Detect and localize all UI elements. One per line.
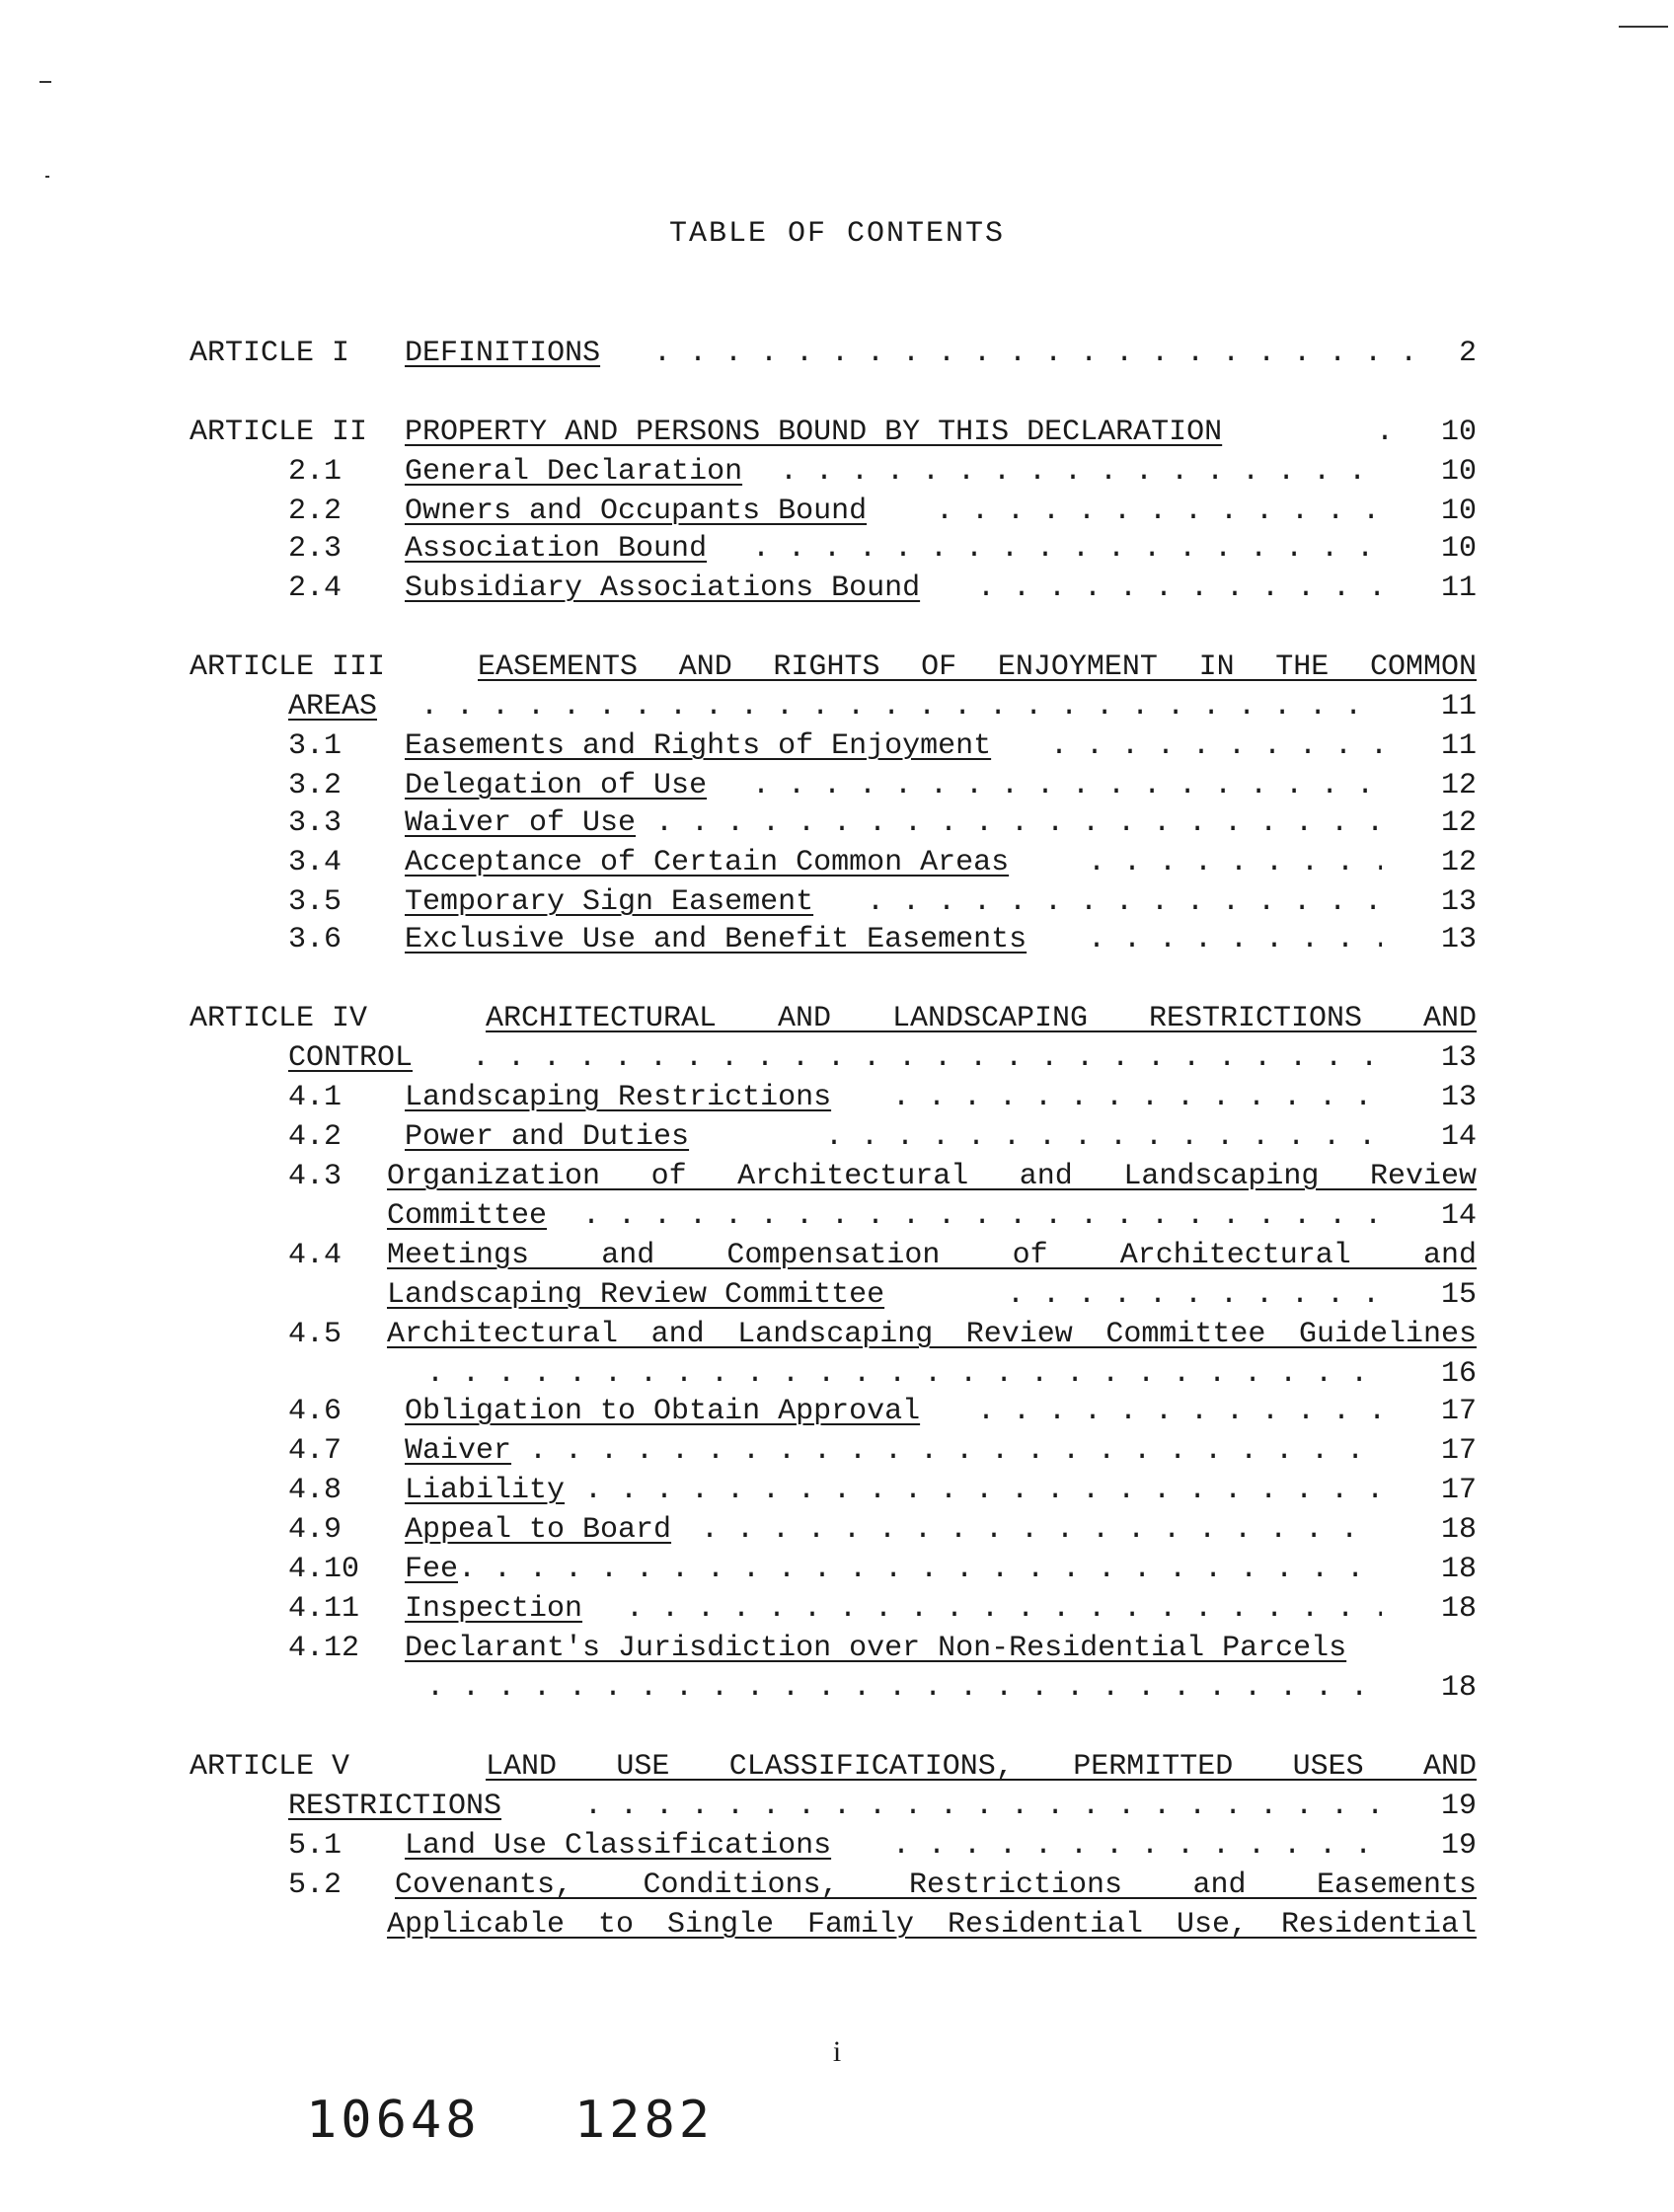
toc-entry-article-continued[interactable] <box>288 1038 1477 1078</box>
page-number: 12 <box>1440 769 1477 802</box>
toc-entry-section-continued[interactable] <box>387 1196 1477 1236</box>
section-number: 2.1 <box>288 455 342 489</box>
page-number: 18 <box>1440 1592 1477 1626</box>
leader-dots <box>825 1117 1382 1157</box>
leader-dots <box>584 1787 1382 1826</box>
toc-entry-article[interactable] <box>190 1747 1477 1787</box>
section-number: 4.11 <box>288 1592 360 1626</box>
leader-dots <box>892 1078 1382 1117</box>
leader-dots <box>752 766 1382 805</box>
toc-entry-section[interactable] <box>288 1629 1477 1668</box>
leader-dots <box>653 334 1423 373</box>
section-title: Power and Duties <box>405 1120 690 1154</box>
toc-entry-section[interactable] <box>288 1315 1477 1354</box>
leader-dots <box>584 1471 1382 1510</box>
page-number: 19 <box>1440 1790 1477 1823</box>
page-number: 14 <box>1440 1199 1477 1233</box>
section-number: 2.4 <box>288 572 342 605</box>
document-title: TABLE OF CONTENTS <box>668 217 1006 251</box>
toc-entry-section[interactable] <box>288 803 1477 843</box>
section-number: 5.2 <box>288 1869 342 1902</box>
section-title: Organization of Architectural and Landscaping Review <box>387 1160 1477 1193</box>
page-number: 10 <box>1440 495 1477 528</box>
section-number: 4.12 <box>288 1632 360 1665</box>
page-number: 13 <box>1440 923 1477 956</box>
page-number: 17 <box>1440 1474 1477 1507</box>
section-number: 2.2 <box>288 495 342 528</box>
leader-dots <box>977 1392 1382 1431</box>
page-number: 17 <box>1440 1395 1477 1428</box>
leader-dots <box>1007 1275 1382 1315</box>
toc-entry-section[interactable] <box>288 843 1477 882</box>
leader-dots <box>752 529 1382 569</box>
page-number: 17 <box>1440 1434 1477 1468</box>
section-title: Inspection <box>405 1592 583 1626</box>
toc-entry-article[interactable] <box>190 334 1477 373</box>
recording-stamp <box>306 2091 773 2150</box>
toc-entry-section[interactable] <box>288 882 1477 922</box>
section-title: Fee <box>405 1553 459 1586</box>
section-title: Obligation to Obtain Approval <box>405 1395 921 1428</box>
page-number: 11 <box>1440 572 1477 605</box>
leader-dots <box>867 882 1382 922</box>
section-title: Waiver <box>405 1434 512 1468</box>
section-title: Waiver of Use <box>405 806 637 840</box>
section-number: 4.9 <box>288 1513 342 1547</box>
toc-entry-section[interactable] <box>288 1392 1477 1431</box>
leader-dots <box>472 1038 1382 1078</box>
toc-entry-article-continued[interactable] <box>288 687 1477 726</box>
toc-entry-section[interactable] <box>288 1826 1477 1866</box>
toc-entry-section-continued[interactable] <box>387 1905 1477 1945</box>
section-title: Easements and Rights of Enjoyment <box>405 729 992 763</box>
toc-entry-section[interactable] <box>288 492 1477 531</box>
toc-entry-section[interactable] <box>288 1431 1477 1471</box>
toc-entry-article[interactable] <box>190 999 1477 1038</box>
page-number: 19 <box>1440 1829 1477 1863</box>
section-title: Appeal to Board <box>405 1513 672 1547</box>
page-number: 10 <box>1440 416 1477 449</box>
section-number: 4.1 <box>288 1081 342 1114</box>
section-title: Subsidiary Associations Bound <box>405 572 921 605</box>
section-title: Declarant's Jurisdiction over Non-Residential Parcels <box>405 1632 1347 1665</box>
page-number: 18 <box>1440 1671 1477 1705</box>
section-title: Meetings and Compensation of Architectural and <box>387 1239 1477 1272</box>
toc-entry-section[interactable] <box>288 1550 1477 1589</box>
page-number: 13 <box>1440 1081 1477 1114</box>
section-title: Land Use Classifications <box>405 1829 832 1863</box>
leader-dots <box>701 1510 1382 1550</box>
toc-entry-section[interactable] <box>288 1866 1477 1905</box>
scan-mark-top-right <box>1619 26 1668 28</box>
page-number: 12 <box>1440 846 1477 879</box>
leader-dots <box>426 1354 1382 1394</box>
toc-entry-section[interactable] <box>288 1157 1477 1196</box>
leader-dots <box>892 1826 1382 1866</box>
leader-dots <box>655 803 1382 843</box>
section-number: 3.6 <box>288 923 342 956</box>
toc-entry-section[interactable] <box>288 452 1477 492</box>
section-title: Owners and Occupants Bound <box>405 495 868 528</box>
section-number: 2.3 <box>288 532 342 566</box>
leader-dots <box>626 1589 1382 1629</box>
leader-dots <box>426 1668 1382 1708</box>
toc-entry-section-continued[interactable] <box>387 1354 1477 1394</box>
page-number: 18 <box>1440 1513 1477 1547</box>
toc-entry-article[interactable] <box>190 413 1477 452</box>
leader-dots <box>1088 843 1382 882</box>
article-label: ARTICLE III <box>190 650 386 684</box>
article-title: LAND USE CLASSIFICATIONS, PERMITTED USES AND <box>486 1750 1477 1784</box>
section-number: 4.8 <box>288 1474 342 1507</box>
article-title: DEFINITIONS <box>405 337 601 370</box>
toc-entry-section[interactable] <box>288 920 1477 959</box>
section-number: 4.10 <box>288 1553 360 1586</box>
leader-dots <box>420 687 1382 726</box>
article-title: ARCHITECTURAL AND LANDSCAPING RESTRICTIONS AND <box>486 1002 1477 1035</box>
section-title: General Declaration <box>405 455 743 489</box>
page-label: i <box>832 2035 842 2068</box>
section-number: 4.3 <box>288 1160 342 1193</box>
section-number: 3.2 <box>288 769 342 802</box>
toc-entry-section-continued[interactable] <box>387 1275 1477 1315</box>
section-title-continued: Applicable to Single Family Residential Use, Residential <box>387 1908 1477 1942</box>
page-number: 12 <box>1440 806 1477 840</box>
section-title-continued: Landscaping Review Committee <box>387 1278 885 1312</box>
article-title-continued: RESTRICTIONS <box>288 1790 502 1823</box>
section-title: Exclusive Use and Benefit Easements <box>405 923 1027 956</box>
section-number: 4.5 <box>288 1318 342 1351</box>
page-number: 13 <box>1440 1041 1477 1075</box>
leader-dots <box>977 569 1382 608</box>
section-title: Architectural and Landscaping Review Committee Guidelines <box>387 1318 1477 1351</box>
section-number: 3.4 <box>288 846 342 879</box>
leader-dots <box>582 1196 1382 1236</box>
article-title-continued: AREAS <box>288 690 378 724</box>
article-label: ARTICLE V <box>190 1750 350 1784</box>
article-label: ARTICLE IV <box>190 1002 368 1035</box>
toc-entry-section[interactable] <box>288 726 1477 766</box>
page-number: 14 <box>1440 1120 1477 1154</box>
leader-dots <box>1376 413 1406 452</box>
leader-dots <box>1050 726 1382 766</box>
article-title: EASEMENTS AND RIGHTS OF ENJOYMENT IN THE COMMON <box>478 650 1477 684</box>
section-number: 4.6 <box>288 1395 342 1428</box>
section-title: Liability <box>405 1474 566 1507</box>
toc-entry-section[interactable] <box>288 529 1477 569</box>
leader-dots <box>1088 920 1382 959</box>
section-title: Temporary Sign Easement <box>405 885 814 919</box>
toc-entry-section[interactable] <box>288 1589 1477 1629</box>
toc-entry-article-continued[interactable] <box>288 1787 1477 1826</box>
section-title: Delegation of Use <box>405 769 708 802</box>
section-title: Acceptance of Certain Common Areas <box>405 846 1010 879</box>
section-title: Landscaping Restrictions <box>405 1081 832 1114</box>
article-title-continued: CONTROL <box>288 1041 414 1075</box>
page-number: 11 <box>1440 729 1477 763</box>
leader-dots <box>529 1431 1382 1471</box>
stamp-page-number: 1282 <box>573 2091 715 2150</box>
leader-dots <box>458 1550 1382 1589</box>
section-number: 3.3 <box>288 806 342 840</box>
toc-entry-article[interactable] <box>190 648 1477 687</box>
toc-entry-section[interactable] <box>288 1471 1477 1510</box>
section-number: 4.2 <box>288 1120 342 1154</box>
article-title: PROPERTY AND PERSONS BOUND BY THIS DECLARATION <box>405 416 1223 449</box>
toc-entry-section[interactable] <box>288 1236 1477 1275</box>
scan-mark-left <box>39 81 51 83</box>
section-number: 4.4 <box>288 1239 342 1272</box>
toc-entry-section[interactable] <box>288 569 1477 608</box>
section-number: 4.7 <box>288 1434 342 1468</box>
page-number: 13 <box>1440 885 1477 919</box>
toc-entry-section[interactable] <box>288 766 1477 805</box>
page-number: 15 <box>1440 1278 1477 1312</box>
page-number: 10 <box>1440 532 1477 566</box>
section-number: 5.1 <box>288 1829 342 1863</box>
toc-entry-section[interactable] <box>288 1078 1477 1117</box>
section-title-continued: Committee <box>387 1199 548 1233</box>
toc-entry-section[interactable] <box>288 1117 1477 1157</box>
toc-entry-section-continued[interactable] <box>387 1668 1477 1708</box>
toc-entry-section[interactable] <box>288 1510 1477 1550</box>
section-title: Covenants, Conditions, Restrictions and Easements <box>395 1869 1477 1902</box>
article-label: ARTICLE I <box>190 337 350 370</box>
section-title: Association Bound <box>405 532 708 566</box>
scan-mark-left <box>45 176 49 178</box>
stamp-book-number: 10648 <box>306 2091 481 2150</box>
leader-dots <box>780 452 1382 492</box>
page-number: 11 <box>1440 690 1477 724</box>
article-label: ARTICLE II <box>190 416 368 449</box>
page-number: 10 <box>1440 455 1477 489</box>
section-number: 3.5 <box>288 885 342 919</box>
page-number: 18 <box>1440 1553 1477 1586</box>
leader-dots <box>936 492 1382 531</box>
page-number: 16 <box>1440 1357 1477 1391</box>
section-number: 3.1 <box>288 729 342 763</box>
page-number: 2 <box>1458 337 1477 370</box>
